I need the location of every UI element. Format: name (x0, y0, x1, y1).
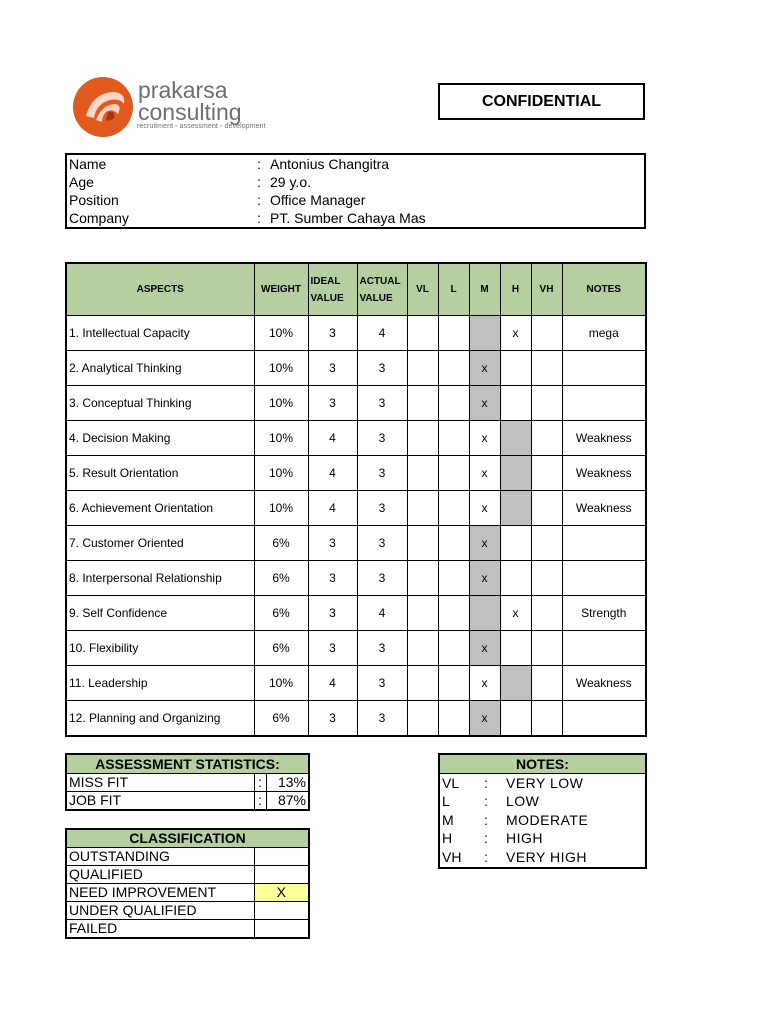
cell-m: x (469, 386, 500, 421)
header-aspects: ASPECTS (66, 263, 254, 316)
cell-vl (407, 526, 438, 561)
brand-tagline: recruitment - assessment - development (137, 123, 266, 130)
table-row (66, 526, 646, 561)
cell-actual: 3 (357, 701, 407, 737)
cell-h: x (500, 596, 531, 631)
header-weight: WEIGHT (254, 263, 308, 316)
info-colon: : (257, 192, 261, 208)
cell-ideal: 3 (308, 351, 357, 386)
cell-h (500, 456, 531, 491)
legend-abbr: VL (442, 775, 460, 791)
cell-h (500, 631, 531, 666)
cell-m: x (469, 666, 500, 701)
cell-h (500, 491, 531, 526)
classification-label: FAILED (66, 920, 254, 939)
stats-row-job-fit (66, 792, 309, 811)
legend-desc: VERY HIGH (506, 849, 588, 865)
cell-actual: 3 (357, 526, 407, 561)
legend-abbr: VH (442, 849, 462, 865)
header-ideal-line2: VALUE (310, 292, 344, 304)
cell-notes (562, 351, 646, 386)
cell-actual: 4 (357, 596, 407, 631)
info-value: 29 y.o. (270, 174, 311, 190)
info-value: Antonius Changitra (270, 156, 390, 172)
classification-label: QUALIFIED (66, 866, 254, 884)
cell-vh (531, 526, 562, 561)
assessment-table-body (66, 316, 646, 737)
cell-ideal: 4 (308, 421, 357, 456)
cell-weight: 6% (254, 701, 308, 737)
stats-colon: : (254, 774, 266, 792)
legend-colon: : (484, 830, 488, 846)
header-h: H (500, 263, 531, 316)
cell-l (438, 631, 469, 666)
cell-vl (407, 666, 438, 701)
cell-aspect: 6. Achievement Orientation (66, 491, 254, 526)
cell-vl (407, 561, 438, 596)
table-row (66, 596, 646, 631)
legend-colon: : (484, 812, 488, 828)
classification-row (66, 920, 309, 939)
cell-weight: 10% (254, 351, 308, 386)
cell-aspect: 2. Analytical Thinking (66, 351, 254, 386)
cell-l (438, 526, 469, 561)
cell-h: x (500, 316, 531, 351)
cell-vl (407, 491, 438, 526)
table-row (66, 631, 646, 666)
cell-aspect: 1. Intellectual Capacity (66, 316, 254, 351)
info-label: Position (69, 192, 119, 208)
header-ideal-line1: IDEAL (310, 275, 341, 287)
cell-vh (531, 421, 562, 456)
table-row (66, 316, 646, 351)
legend-abbr: L (442, 793, 450, 809)
cell-vh (531, 596, 562, 631)
classification-row (66, 866, 309, 884)
legend-desc: MODERATE (506, 812, 589, 828)
cell-actual: 3 (357, 631, 407, 666)
cell-aspect: 8. Interpersonal Relationship (66, 561, 254, 596)
legend-colon: : (484, 793, 488, 809)
stats-label: MISS FIT (66, 774, 254, 792)
cell-weight: 10% (254, 386, 308, 421)
cell-actual: 3 (357, 386, 407, 421)
cell-aspect: 5. Result Orientation (66, 456, 254, 491)
classification-mark (254, 920, 309, 939)
table-row (66, 456, 646, 491)
header-actual-line1: ACTUAL (359, 275, 401, 287)
cell-l (438, 386, 469, 421)
cell-h (500, 561, 531, 596)
cell-l (438, 316, 469, 351)
confidential-label: CONFIDENTIAL (438, 83, 645, 120)
cell-m: x (469, 526, 500, 561)
cell-ideal: 3 (308, 316, 357, 351)
info-colon: : (257, 174, 261, 190)
stats-row-miss-fit (66, 774, 309, 792)
cell-ideal: 3 (308, 561, 357, 596)
cell-vh (531, 491, 562, 526)
cell-ideal: 4 (308, 666, 357, 701)
cell-vh (531, 701, 562, 737)
cell-vh (531, 631, 562, 666)
cell-l (438, 596, 469, 631)
cell-vl (407, 631, 438, 666)
candidate-info (65, 153, 646, 229)
legend-colon: : (484, 849, 488, 865)
cell-vl (407, 386, 438, 421)
header-vh: VH (531, 263, 562, 316)
cell-aspect: 3. Conceptual Thinking (66, 386, 254, 421)
brand-name-line1: prakarsa (138, 77, 228, 103)
cell-actual: 3 (357, 351, 407, 386)
table-row (66, 351, 646, 386)
notes-legend (438, 753, 647, 869)
cell-ideal: 3 (308, 631, 357, 666)
cell-vh (531, 561, 562, 596)
cell-weight: 6% (254, 596, 308, 631)
classification-label: OUTSTANDING (66, 848, 254, 866)
cell-vh (531, 351, 562, 386)
cell-notes (562, 561, 646, 596)
stats-value: 13% (266, 774, 309, 792)
cell-notes: Weakness (562, 666, 646, 701)
classification-mark (254, 866, 309, 884)
cell-vh (531, 666, 562, 701)
notes-title: NOTES: (440, 755, 645, 774)
cell-m: x (469, 456, 500, 491)
stats-colon: : (254, 792, 266, 811)
classification-mark (254, 902, 309, 920)
cell-actual: 3 (357, 456, 407, 491)
cell-notes (562, 526, 646, 561)
legend-desc: LOW (506, 793, 540, 809)
cell-ideal: 3 (308, 526, 357, 561)
cell-h (500, 386, 531, 421)
cell-vl (407, 596, 438, 631)
cell-h (500, 666, 531, 701)
header-l: L (438, 263, 469, 316)
brand-name-line2: consulting (138, 99, 242, 125)
cell-weight: 10% (254, 666, 308, 701)
cell-weight: 6% (254, 631, 308, 666)
cell-weight: 10% (254, 421, 308, 456)
cell-vh (531, 316, 562, 351)
cell-l (438, 666, 469, 701)
cell-notes (562, 386, 646, 421)
cell-l (438, 351, 469, 386)
cell-h (500, 526, 531, 561)
cell-ideal: 3 (308, 596, 357, 631)
cell-h (500, 421, 531, 456)
cell-weight: 6% (254, 526, 308, 561)
cell-weight: 10% (254, 316, 308, 351)
classification-row-selected (66, 884, 309, 902)
header-m: M (469, 263, 500, 316)
cell-notes: Weakness (562, 491, 646, 526)
cell-ideal: 3 (308, 386, 357, 421)
legend-abbr: M (442, 812, 454, 828)
stats-label: JOB FIT (66, 792, 254, 811)
cell-h (500, 701, 531, 737)
legend-abbr: H (442, 830, 453, 846)
cell-actual: 3 (357, 491, 407, 526)
header-notes: NOTES (562, 263, 646, 316)
cell-vh (531, 386, 562, 421)
classification-row (66, 902, 309, 920)
cell-notes: mega (562, 316, 646, 351)
info-label: Name (69, 156, 107, 172)
cell-aspect: 11. Leadership (66, 666, 254, 701)
logo-mark-icon (72, 76, 136, 138)
info-colon: : (257, 156, 261, 172)
cell-ideal: 4 (308, 456, 357, 491)
cell-m: x (469, 351, 500, 386)
cell-m: x (469, 491, 500, 526)
cell-notes: Weakness (562, 456, 646, 491)
table-row (66, 561, 646, 596)
cell-actual: 3 (357, 666, 407, 701)
header-actual-value (357, 263, 407, 316)
cell-m: x (469, 631, 500, 666)
table-row (66, 701, 646, 737)
classification-row (66, 848, 309, 866)
table-row (66, 491, 646, 526)
cell-vl (407, 701, 438, 737)
cell-actual: 4 (357, 316, 407, 351)
cell-vl (407, 421, 438, 456)
info-label: Age (69, 174, 94, 190)
table-row (66, 386, 646, 421)
cell-weight: 6% (254, 561, 308, 596)
table-row (66, 666, 646, 701)
cell-actual: 3 (357, 421, 407, 456)
cell-ideal: 3 (308, 701, 357, 737)
cell-vh (531, 456, 562, 491)
brand-name (138, 78, 242, 124)
cell-notes (562, 631, 646, 666)
cell-weight: 10% (254, 456, 308, 491)
cell-aspect: 9. Self Confidence (66, 596, 254, 631)
cell-m (469, 596, 500, 631)
cell-aspect: 10. Flexibility (66, 631, 254, 666)
cell-m (469, 316, 500, 351)
info-colon: : (257, 210, 261, 226)
cell-aspect: 7. Customer Oriented (66, 526, 254, 561)
classification-table (65, 828, 310, 939)
classification-label: UNDER QUALIFIED (66, 902, 254, 920)
cell-ideal: 4 (308, 491, 357, 526)
classification-label: NEED IMPROVEMENT (66, 884, 254, 902)
cell-actual: 3 (357, 561, 407, 596)
cell-notes: Weakness (562, 421, 646, 456)
cell-notes: Strength (562, 596, 646, 631)
cell-l (438, 561, 469, 596)
header-ideal-value (308, 263, 357, 316)
classification-mark: X (254, 884, 309, 902)
classification-title: CLASSIFICATION (66, 829, 309, 848)
cell-m: x (469, 421, 500, 456)
header-vl: VL (407, 263, 438, 316)
assessment-statistics (65, 753, 310, 811)
cell-l (438, 491, 469, 526)
cell-l (438, 421, 469, 456)
info-value: Office Manager (270, 192, 366, 208)
table-header-row (66, 263, 646, 316)
cell-vl (407, 316, 438, 351)
cell-vl (407, 456, 438, 491)
header-actual-line2: VALUE (359, 292, 393, 304)
legend-desc: VERY LOW (506, 775, 584, 791)
legend-colon: : (484, 775, 488, 791)
cell-aspect: 12. Planning and Organizing (66, 701, 254, 737)
stats-value: 87% (266, 792, 309, 811)
cell-l (438, 456, 469, 491)
cell-aspect: 4. Decision Making (66, 421, 254, 456)
cell-l (438, 701, 469, 737)
table-row (66, 421, 646, 456)
legend-desc: HIGH (506, 830, 543, 846)
info-label: Company (69, 210, 129, 226)
cell-vl (407, 351, 438, 386)
cell-notes (562, 701, 646, 737)
stats-title: ASSESSMENT STATISTICS: (66, 754, 309, 774)
classification-mark (254, 848, 309, 866)
info-value: PT. Sumber Cahaya Mas (270, 210, 426, 226)
cell-h (500, 351, 531, 386)
cell-weight: 10% (254, 491, 308, 526)
assessment-table (65, 262, 647, 737)
cell-m: x (469, 701, 500, 737)
cell-m: x (469, 561, 500, 596)
